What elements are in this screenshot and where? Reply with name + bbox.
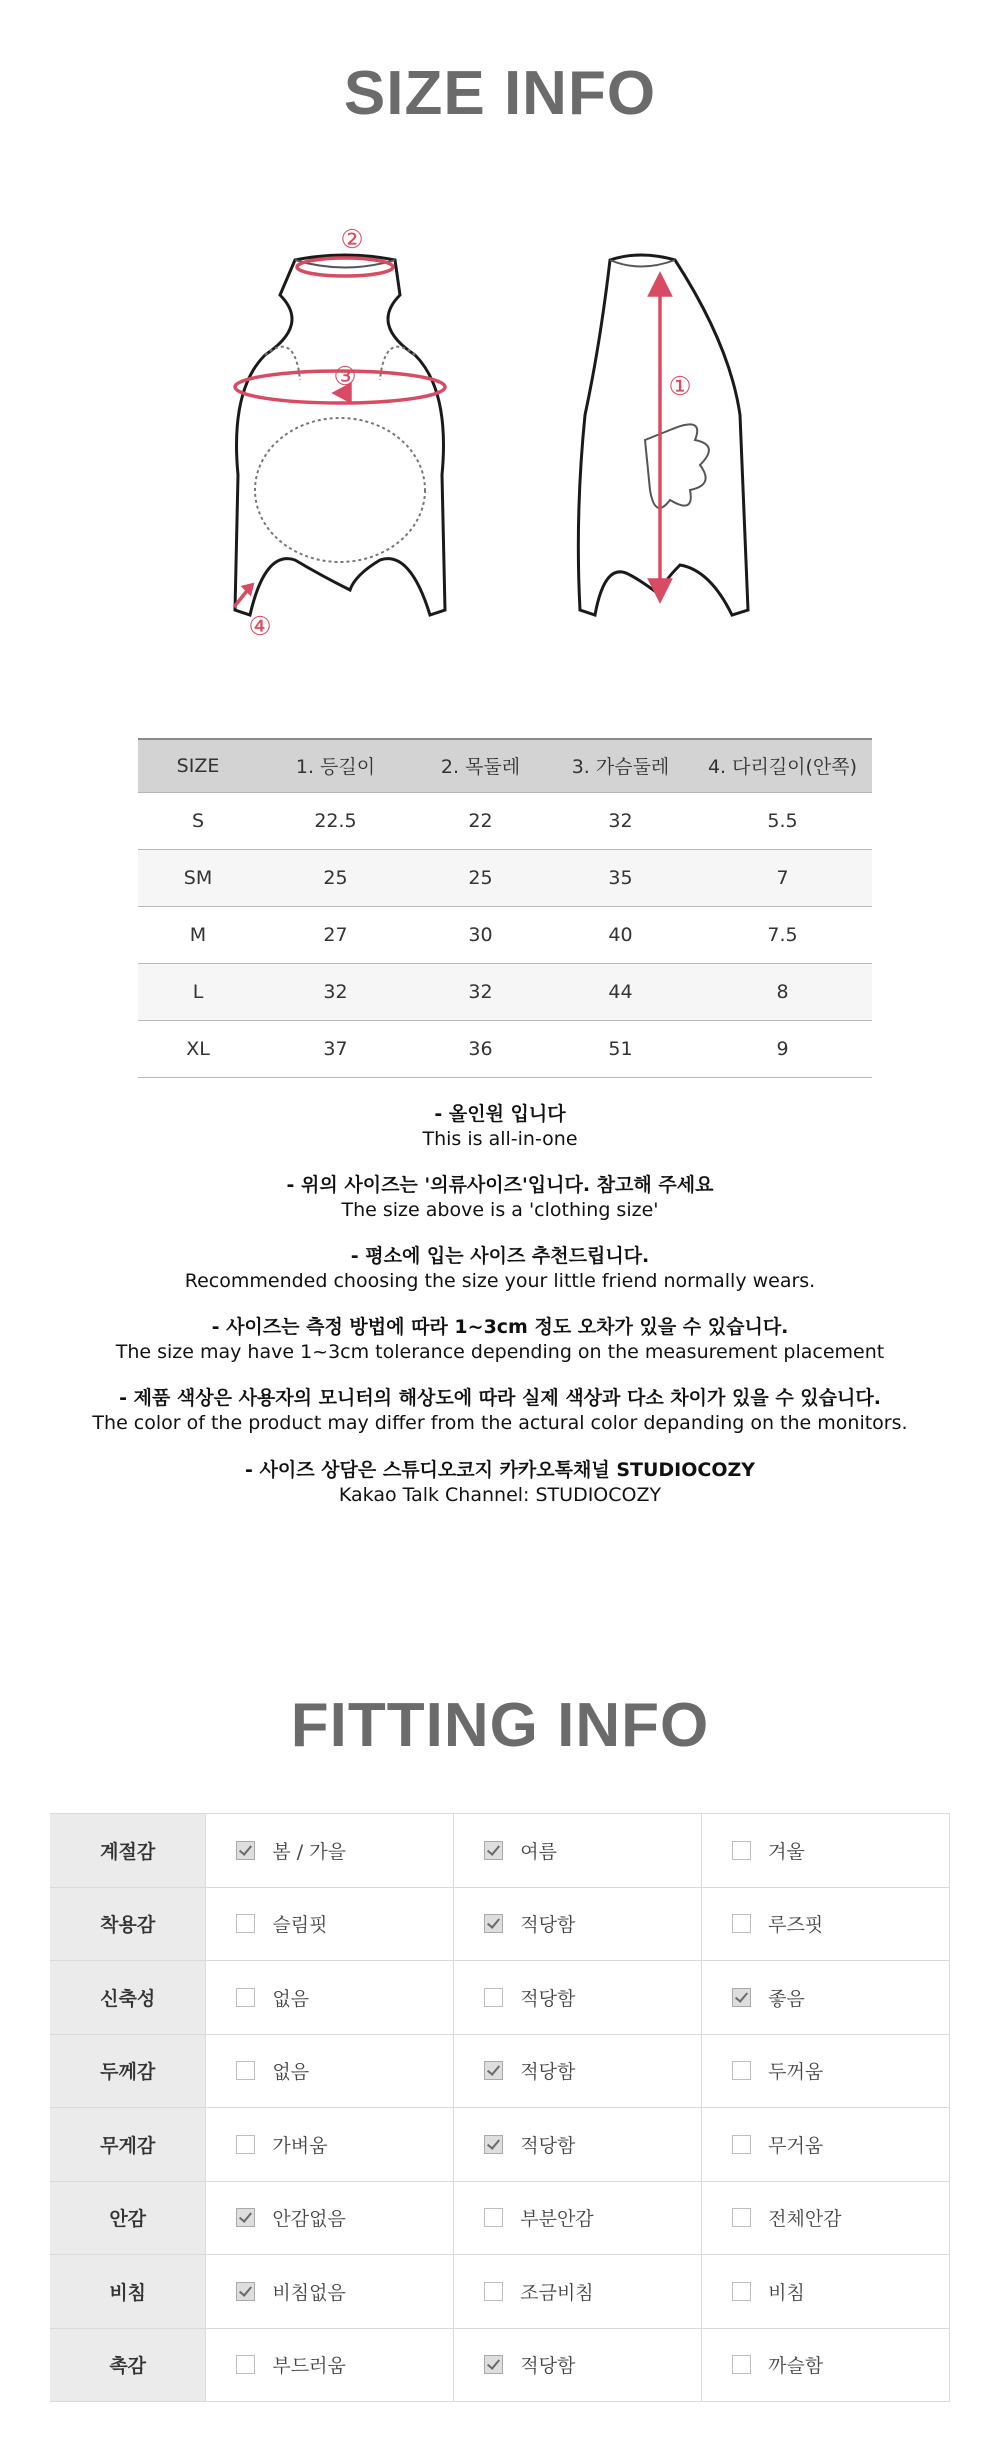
fitting-option xyxy=(454,1961,702,2035)
note-english: The color of the product may differ from the actural color depanding on the monitors. xyxy=(92,1412,908,1434)
note-item xyxy=(0,1244,1000,1294)
unchecked-checkbox-icon[interactable] xyxy=(236,1914,255,1933)
fitting-option xyxy=(206,2255,454,2329)
fitting-option-label: 전체안감 xyxy=(768,2208,842,2231)
fitting-row xyxy=(50,2255,950,2329)
fitting-option xyxy=(702,2108,950,2182)
note-english: This is all-in-one xyxy=(422,1128,578,1150)
header-size: SIZE xyxy=(138,739,258,792)
fitting-option-label: 슬림핏 xyxy=(272,1914,328,1937)
fitting-row-label: 착용감 xyxy=(50,1887,206,1961)
unchecked-checkbox-icon[interactable] xyxy=(484,2208,503,2227)
fitting-option-label: 부드러움 xyxy=(272,2355,346,2378)
note-item xyxy=(0,1386,1000,1436)
value-cell: 51 xyxy=(548,1020,693,1077)
fitting-option-label: 없음 xyxy=(272,2061,310,2084)
fitting-row-label: 계절감 xyxy=(50,1814,206,1888)
fitting-option-label: 무거움 xyxy=(768,2134,824,2157)
fitting-option-label: 적당함 xyxy=(520,1914,576,1937)
size-cell: XL xyxy=(138,1020,258,1077)
fitting-option xyxy=(702,2328,950,2402)
fitting-option xyxy=(454,2034,702,2108)
fitting-option-label: 까슬함 xyxy=(768,2355,824,2378)
unchecked-checkbox-icon[interactable] xyxy=(732,1914,751,1933)
value-cell: 22.5 xyxy=(258,792,413,849)
fitting-option-label: 두꺼움 xyxy=(768,2061,824,2084)
size-notes xyxy=(0,1102,1000,1529)
fitting-option xyxy=(454,2328,702,2402)
marker-3: ③ xyxy=(333,362,357,392)
value-cell: 7 xyxy=(693,849,872,906)
value-cell: 25 xyxy=(413,849,548,906)
fitting-row xyxy=(50,2034,950,2108)
note-english: Recommended choosing the size your little friend normally wears. xyxy=(184,1270,816,1292)
unchecked-checkbox-icon[interactable] xyxy=(732,2061,751,2080)
value-cell: 8 xyxy=(693,963,872,1020)
fitting-option xyxy=(702,2034,950,2108)
value-cell: 44 xyxy=(548,963,693,1020)
unchecked-checkbox-icon[interactable] xyxy=(732,2135,751,2154)
fitting-option xyxy=(206,2328,454,2402)
header-leg-length: 4. 다리길이(안쪽) xyxy=(693,739,872,792)
size-cell: L xyxy=(138,963,258,1020)
checked-checkbox-icon[interactable] xyxy=(484,2355,503,2374)
fitting-row-label: 무게감 xyxy=(50,2108,206,2182)
note-item xyxy=(0,1102,1000,1152)
fitting-option-label: 가벼움 xyxy=(272,2134,328,2157)
value-cell: 25 xyxy=(258,849,413,906)
table-row xyxy=(138,792,872,849)
fitting-option-label: 루즈핏 xyxy=(768,1914,824,1937)
fitting-option xyxy=(206,1887,454,1961)
note-item xyxy=(0,1458,1000,1508)
fitting-option-label: 비침없음 xyxy=(272,2281,346,2304)
checked-checkbox-icon[interactable] xyxy=(484,2135,503,2154)
unchecked-checkbox-icon[interactable] xyxy=(236,2355,255,2374)
unchecked-checkbox-icon[interactable] xyxy=(732,2282,751,2301)
table-row xyxy=(138,906,872,963)
fitting-option xyxy=(454,2181,702,2255)
fitting-row-label: 안감 xyxy=(50,2181,206,2255)
fitting-option-label: 적당함 xyxy=(520,2134,576,2157)
unchecked-checkbox-icon[interactable] xyxy=(236,2061,255,2080)
unchecked-checkbox-icon[interactable] xyxy=(732,2355,751,2374)
fitting-option-label: 봄 / 가을 xyxy=(272,1840,346,1863)
value-cell: 32 xyxy=(258,963,413,1020)
value-cell: 5.5 xyxy=(693,792,872,849)
size-cell: SM xyxy=(138,849,258,906)
fitting-option-label: 겨울 xyxy=(768,1840,805,1863)
value-cell: 40 xyxy=(548,906,693,963)
unchecked-checkbox-icon[interactable] xyxy=(236,2135,255,2154)
unchecked-checkbox-icon[interactable] xyxy=(484,2282,503,2301)
fitting-option-label: 부분안감 xyxy=(520,2208,594,2231)
fitting-row xyxy=(50,2108,950,2182)
fitting-row xyxy=(50,1961,950,2035)
fitting-option-label: 안감없음 xyxy=(272,2208,346,2231)
marker-2: ② xyxy=(340,225,364,255)
note-korean: - 평소에 입는 사이즈 추천드립니다. xyxy=(350,1245,650,1267)
value-cell: 35 xyxy=(548,849,693,906)
fitting-option xyxy=(206,1814,454,1888)
marker-4: ④ xyxy=(248,612,272,642)
size-table-header xyxy=(138,739,872,792)
fitting-table xyxy=(50,1813,950,2402)
note-english: The size above is a 'clothing size' xyxy=(341,1199,659,1221)
checked-checkbox-icon[interactable] xyxy=(484,2061,503,2080)
fitting-option-label: 여름 xyxy=(520,1840,557,1863)
value-cell: 9 xyxy=(693,1020,872,1077)
size-cell: S xyxy=(138,792,258,849)
value-cell: 27 xyxy=(258,906,413,963)
unchecked-checkbox-icon[interactable] xyxy=(236,1988,255,2007)
fitting-row xyxy=(50,1887,950,1961)
fitting-row-label: 촉감 xyxy=(50,2328,206,2402)
unchecked-checkbox-icon[interactable] xyxy=(732,2208,751,2227)
size-table xyxy=(138,738,872,1078)
fitting-option xyxy=(702,2255,950,2329)
fitting-option-label: 비침 xyxy=(768,2281,805,2304)
unchecked-checkbox-icon[interactable] xyxy=(732,1841,751,1860)
fitting-option xyxy=(206,2108,454,2182)
note-item xyxy=(0,1315,1000,1365)
value-cell: 30 xyxy=(413,906,548,963)
size-info-title: SIZE INFO xyxy=(343,59,657,128)
note-english: Kakao Talk Channel: STUDIOCOZY xyxy=(338,1484,662,1506)
checked-checkbox-icon[interactable] xyxy=(236,2282,255,2301)
checked-checkbox-icon[interactable] xyxy=(236,1841,255,1860)
note-item xyxy=(0,1173,1000,1223)
fitting-option xyxy=(206,1961,454,2035)
front-view-garment xyxy=(235,255,445,615)
header-chest: 3. 가슴둘레 xyxy=(548,739,693,792)
value-cell: 7.5 xyxy=(693,906,872,963)
fitting-option-label: 적당함 xyxy=(520,1987,576,2010)
unchecked-checkbox-icon[interactable] xyxy=(484,1988,503,2007)
fitting-option xyxy=(454,1814,702,1888)
fitting-option xyxy=(702,1961,950,2035)
note-korean: - 위의 사이즈는 '의류사이즈'입니다. 참고해 주세요 xyxy=(286,1174,714,1196)
note-korean: - 사이즈 상담은 스튜디오코지 카카오톡채널 STUDIOCOZY xyxy=(244,1459,756,1481)
fitting-row-label: 비침 xyxy=(50,2255,206,2329)
header-back-length: 1. 등길이 xyxy=(258,739,413,792)
table-row xyxy=(138,849,872,906)
checked-checkbox-icon[interactable] xyxy=(732,1988,751,2007)
fitting-option xyxy=(702,2181,950,2255)
note-korean: - 제품 색상은 사용자의 모니터의 해상도에 따라 실제 색상과 다소 차이가 있을 수 있습니다. xyxy=(119,1387,881,1409)
checked-checkbox-icon[interactable] xyxy=(236,2208,255,2227)
marker-1: ① xyxy=(668,372,692,402)
value-cell: 37 xyxy=(258,1020,413,1077)
checked-checkbox-icon[interactable] xyxy=(484,1841,503,1860)
fitting-row-label: 두께감 xyxy=(50,2034,206,2108)
checked-checkbox-icon[interactable] xyxy=(484,1914,503,1933)
fitting-row xyxy=(50,2328,950,2402)
fitting-option-label: 적당함 xyxy=(520,2355,576,2378)
fitting-option xyxy=(702,1814,950,1888)
fitting-option-label: 좋음 xyxy=(768,1987,805,2010)
fitting-option xyxy=(206,2181,454,2255)
fitting-row-label: 신축성 xyxy=(50,1961,206,2035)
size-cell: M xyxy=(138,906,258,963)
fitting-option xyxy=(454,2108,702,2182)
note-korean: - 올인원 입니다 xyxy=(434,1103,566,1125)
fitting-row xyxy=(50,1814,950,1888)
fitting-option xyxy=(454,1887,702,1961)
value-cell: 32 xyxy=(548,792,693,849)
fitting-option-label: 적당함 xyxy=(520,2061,576,2084)
value-cell: 22 xyxy=(413,792,548,849)
value-cell: 36 xyxy=(413,1020,548,1077)
value-cell: 32 xyxy=(413,963,548,1020)
fitting-option xyxy=(206,2034,454,2108)
fitting-option-label: 없음 xyxy=(272,1987,310,2010)
fitting-option-label: 조금비침 xyxy=(520,2281,594,2304)
table-row xyxy=(138,1020,872,1077)
fitting-option xyxy=(454,2255,702,2329)
back-view-garment xyxy=(578,255,748,615)
header-neck: 2. 목둘레 xyxy=(413,739,548,792)
garment-measurement-diagram xyxy=(200,215,840,685)
note-english: The size may have 1~3cm tolerance depending on the measurement placement xyxy=(115,1341,885,1363)
table-row xyxy=(138,963,872,1020)
fitting-option xyxy=(702,1887,950,1961)
fitting-info-title: FITTING INFO xyxy=(290,1691,710,1760)
fitting-row xyxy=(50,2181,950,2255)
note-korean: - 사이즈는 측정 방법에 따라 1~3cm 정도 오차가 있을 수 있습니다. xyxy=(211,1316,789,1338)
